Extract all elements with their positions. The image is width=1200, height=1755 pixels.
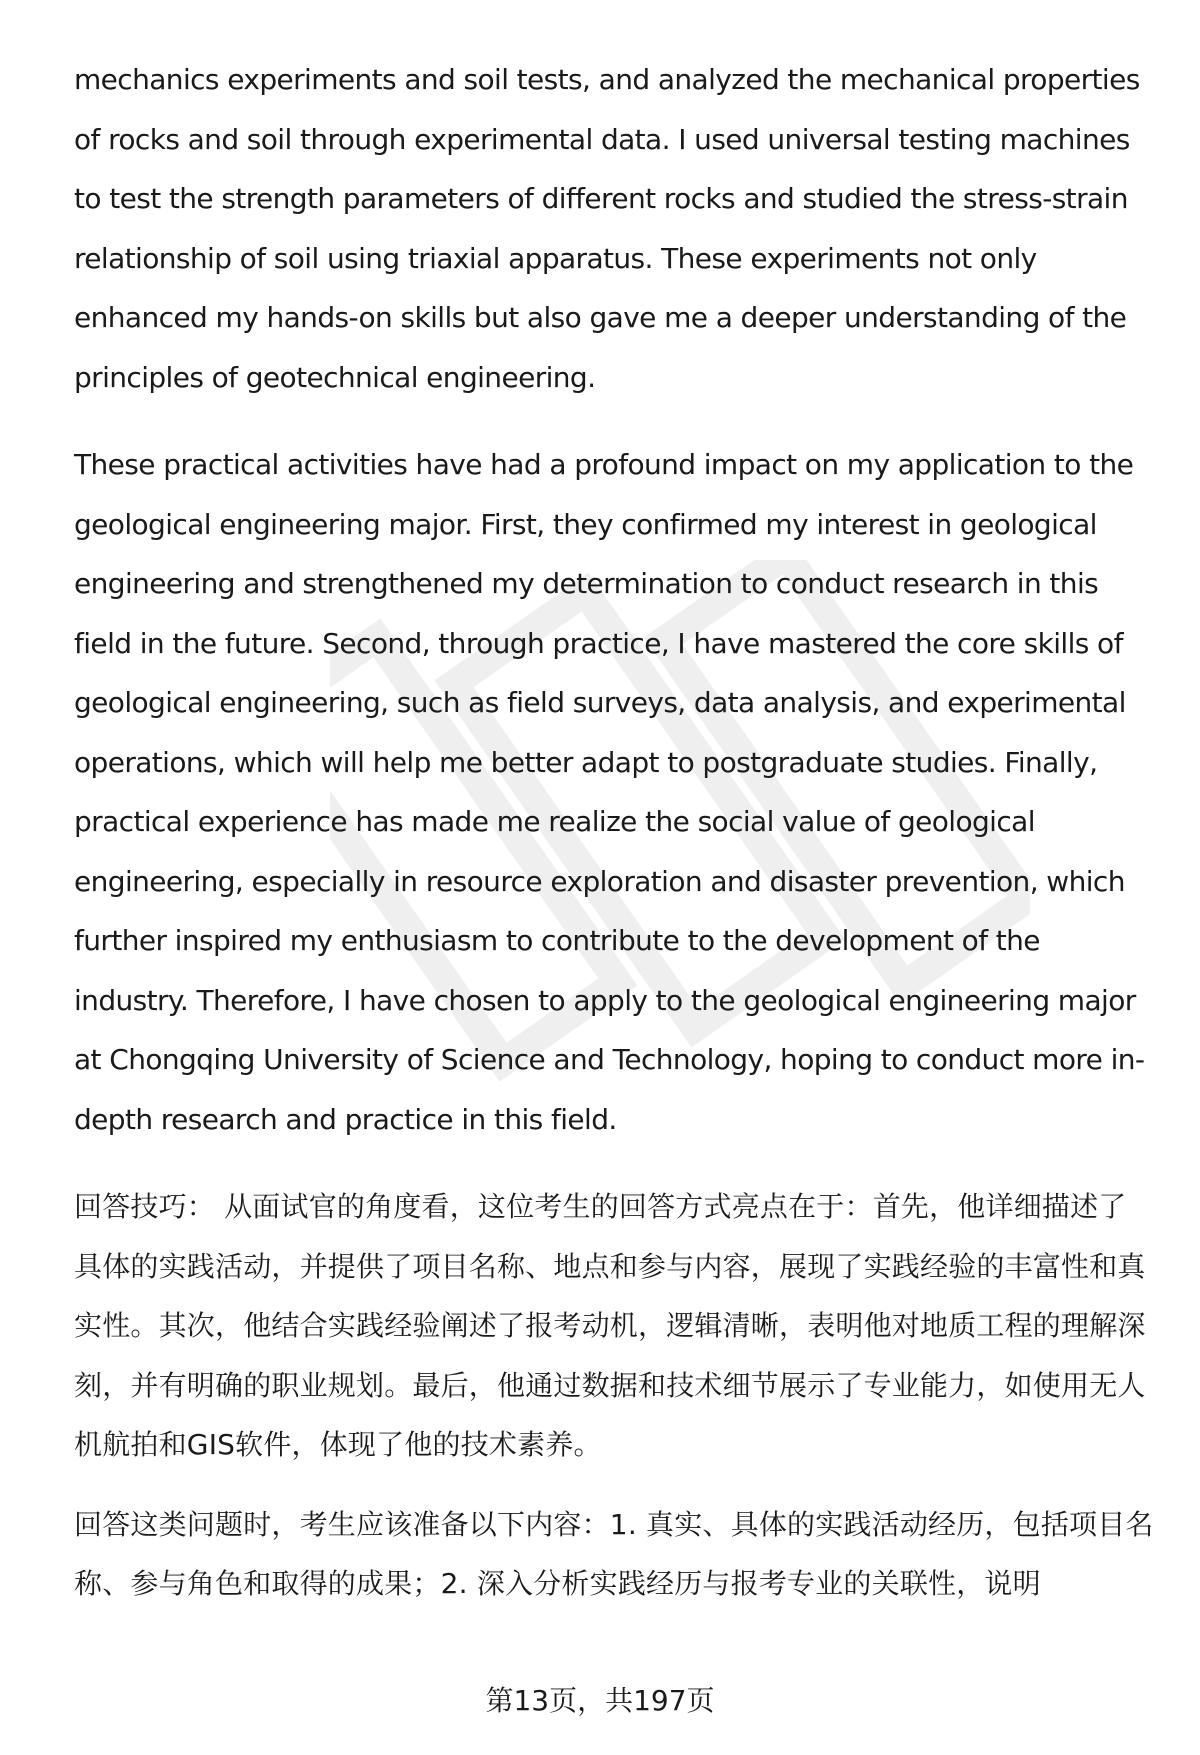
paragraph-preparation-advice: 回答这类问题时，考生应该准备以下内容：1. 真实、具体的实践活动经历，包括项目名称、参与角色和取得的成果；2. 深入分析实践经历与报考专业的关联性，说明 [74, 1507, 1154, 1600]
paragraph-practice-experiments: mechanics experiments and soil tests, and analyzed the mechanical properties of rocks and soil through experimental data. I used universal testing machines to test the strength parameters of different rocks and studied the stress-strain relationship of soil using triaxial apparatus. These experiments not only enhanced my hands-on skills but also gave me a deeper understanding of the principles of geotechnical engineering. [74, 63, 1140, 394]
paragraph-answer-tips: 回答技巧： 从面试官的角度看，这位考生的回答方式亮点在于：首先，他详细描述了具体的实践活动，并提供了项目名称、地点和参与内容，展现了实践经验的丰富性和真实性。其次，他结合实践经验阐述了报考动机，逻辑清晰，表明他对地质工程的理解深刻，并有明确的职业规划。最后，他通过数据和技术细节展示了专业能力，如使用无人机航拍和GIS软件，体现了他的技术素养。 [74, 1190, 1146, 1461]
document-body [74, 50, 1154, 1634]
paragraph-practice-impact: These practical activities have had a profound impact on my application to the geological engineering major. First, they confirmed my interest in geological engineering and strengthened my determination to conduct research in this field in the future. Second, through practice, I have mastered the core skills of geological engineering, such as field surveys, data analysis, and experimental operations, which will help me better adapt to postgraduate studies. Finally, practical experience has made me realize the social value of geological engineering, especially in resource exploration and disaster prevention, which further inspired my enthusiasm to contribute to the development of the industry. Therefore, I have chosen to apply to the geological engineering major at Chongqing University of Science and Technology, hoping to conduct more in-depth research and practice in this field. [74, 448, 1145, 1136]
page-number: 第13页，共197页 [485, 1684, 715, 1717]
